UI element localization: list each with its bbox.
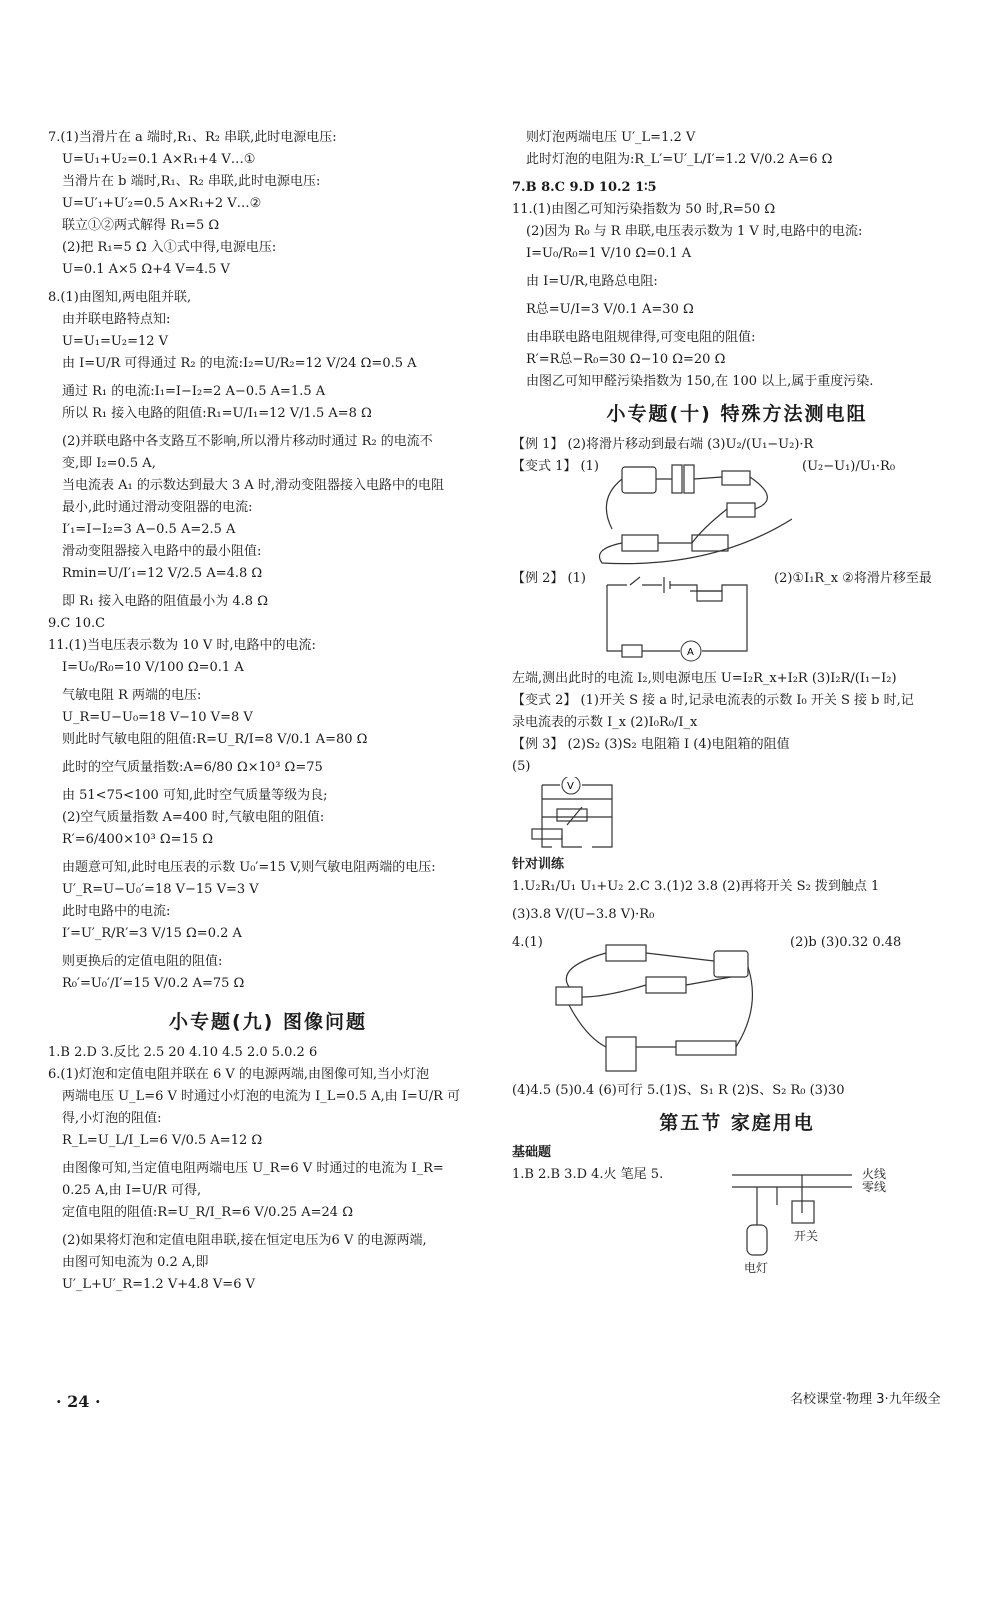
- answer-line: 1.B 2.D 3.反比 2.5 20 4.10 4.5 2.0 5.0.2 6: [48, 1044, 318, 1060]
- text-line: (2)并联电路中各支路互不影响,所以滑片移动时通过 R₂ 的电流不: [62, 434, 433, 449]
- example-3-part5: (5): [512, 758, 531, 774]
- variant-1-label: 【变式 1】 (1): [512, 458, 599, 474]
- switch-label: 开关: [794, 1229, 819, 1243]
- practice-tail: (4)4.5 (5)0.4 (6)可行 5.(1)S、S₁ R (2)S、S₂ R₀ (3)30: [512, 1082, 845, 1098]
- practice-q4-answer: (2)b (3)0.32 0.48: [790, 934, 902, 950]
- text-line: 0.25 A,由 I=U/R 可得,: [62, 1182, 202, 1198]
- text-line: 此时的空气质量指数:A=6/80 Ω×10³ Ω=75: [62, 760, 323, 775]
- text-line: 由并联电路特点知:: [62, 312, 171, 327]
- text-line: 8.(1)由图知,两电阻并联,: [48, 290, 192, 305]
- q8-block: [48, 288, 488, 614]
- text-line: 此时电路中的电流:: [62, 904, 171, 919]
- text-line: (2)把 R₁=5 Ω 入①式中得,电源电压:: [62, 240, 277, 255]
- text-line: U=0.1 A×5 Ω+4 V=4.5 V: [62, 262, 230, 277]
- text-line: U′_L+U′_R=1.2 V+4.8 V=6 V: [62, 1276, 255, 1292]
- text-line: 最小,此时通过滑动变阻器的电流:: [62, 500, 253, 515]
- example-3-figure-block: [512, 757, 962, 855]
- text-line: 变,即 I₂=0.5 A,: [62, 456, 156, 471]
- text-line: (2)因为 R₀ 与 R 串联,电压表示数为 1 V 时,电路中的电流:: [526, 224, 863, 239]
- variant-2-line-a: 【变式 2】 (1)开关 S 接 a 时,记录电流表的示数 I₀ 开关 S 接 b 时,记: [512, 692, 914, 708]
- text-line: Rmin=U/I′₁=12 V/2.5 A=4.8 Ω: [62, 566, 263, 581]
- page-number: · 24 ·: [56, 1392, 101, 1411]
- text-line: 6.(1)灯泡和定值电阻并联在 6 V 的电源两端,由图像可知,当小灯泡: [48, 1066, 430, 1082]
- answer-line: 9.C 10.C: [48, 616, 106, 631]
- example-3: 【例 3】 (2)S₂ (3)S₂ 电阻箱 I (4)电阻箱的阻值: [512, 736, 790, 752]
- text-line: 由 I=U/R 可得通过 R₂ 的电流:I₂=U/R₂=12 V/24 Ω=0.5 A: [62, 356, 417, 371]
- household-wiring-diagram: [722, 1165, 862, 1265]
- circuit-diagram-practice-4: [546, 937, 766, 1077]
- example-2-block: [512, 569, 962, 669]
- example-2-answer: (2)①I₁R_x ②将滑片移至最: [774, 570, 932, 586]
- variant-1-block: [512, 457, 962, 569]
- text-line: R′=6/400×10³ Ω=15 Ω: [62, 832, 213, 847]
- text-line: 定值电阻的阻值:R=U_R/I_R=6 V/0.25 A=24 Ω: [62, 1204, 353, 1220]
- text-line: 由 I=U/R,电路总电阻:: [526, 274, 658, 289]
- text-line: U=U₁=U₂=12 V: [62, 334, 169, 349]
- text-line: R₀′=U₀′/I′=15 V/0.2 A=75 Ω: [62, 976, 245, 991]
- text-line: 联立①②两式解得 R₁=5 Ω: [62, 218, 220, 233]
- text-line: 气敏电阻 R 两端的电压:: [62, 688, 202, 703]
- section-title-9: 小专题(九) 图像问题: [169, 1011, 367, 1033]
- variant-2-line-b: 录电流表的示数 I_x (2)I₀R₀/I_x: [512, 714, 698, 730]
- text-line: 当电流表 A₁ 的示数达到最大 3 A 时,滑动变阻器接入电路中的电阻: [62, 478, 445, 493]
- s9-q6-block: [48, 1065, 488, 1297]
- book-title: 名校课堂·物理 3·九年级全: [790, 1392, 941, 1407]
- variant-1-answer: (U₂−U₁)/U₁·R₀: [802, 458, 896, 474]
- text-line: 两端电压 U_L=6 V 时通过小灯泡的电流为 I_L=0.5 A,由 I=U/R 可: [62, 1088, 461, 1104]
- r-q11-block: [512, 200, 962, 394]
- text-line: U_R=U−U₀=18 V−10 V=8 V: [62, 710, 253, 725]
- text-line: R′=R总−R₀=30 Ω−10 Ω=20 Ω: [526, 352, 726, 367]
- text-line: 由图像可知,当定值电阻两端电压 U_R=6 V 时通过的电流为 I_R=: [62, 1160, 444, 1176]
- fire-wire-label: 火线: [862, 1167, 887, 1181]
- text-line: 由串联电路电阻规律得,可变电阻的阻值:: [526, 330, 756, 345]
- voltmeter-symbol: V: [567, 780, 574, 792]
- text-line: I=U₀/R₀=10 V/100 Ω=0.1 A: [62, 660, 244, 675]
- text-line: 则此时气敏电阻的阻值:R=U_R/I=8 V/0.1 A=80 Ω: [62, 732, 368, 747]
- text-line: (2)如果将灯泡和定值电阻串联,接在恒定电压为6 V 的电源两端,: [62, 1232, 427, 1248]
- text-line: 此时灯泡的电阻为:R_L′=U′_L/I′=1.2 V/0.2 A=6 Ω: [526, 152, 833, 167]
- text-line: (2)空气质量指数 A=400 时,气敏电阻的阻值:: [62, 810, 325, 825]
- circuit-diagram-example-2: [602, 573, 752, 665]
- basic-answers: 1.B 2.B 3.D 4.火 笔尾 5.: [512, 1167, 664, 1182]
- right-column: [512, 128, 962, 1275]
- text-line: 由图乙可知甲醛污染指数为 150,在 100 以上,属于重度污染.: [526, 374, 874, 389]
- text-line: R总=U/I=3 V/0.1 A=30 Ω: [526, 302, 694, 317]
- practice-q3: (3)3.8 V/(U−3.8 V)·R₀: [512, 906, 655, 922]
- basic-title: 基础题: [512, 1145, 552, 1160]
- practice-q4-label: 4.(1): [512, 934, 543, 950]
- text-line: 则更换后的定值电阻的阻值:: [62, 954, 223, 969]
- text-line: 滑动变阻器接入电路中的最小阻值:: [62, 544, 262, 559]
- practice-answers: 1.U₂R₁/U₁ U₁+U₂ 2.C 3.(1)2 3.8 (2)再将开关 S₂ 拨到触点 1: [512, 878, 880, 894]
- q7-block: [48, 128, 488, 282]
- ammeter-symbol: A: [687, 646, 694, 658]
- left-column: [48, 128, 488, 1297]
- text-line: U=U′₁+U′₂=0.5 A×R₁+2 V…②: [62, 196, 262, 211]
- text-line: I′=U′_R/R′=3 V/15 Ω=0.2 A: [62, 926, 242, 941]
- text-line: 则灯泡两端电压 U′_L=1.2 V: [526, 130, 696, 145]
- circuit-diagram-example-3: [512, 777, 662, 853]
- text-line: 11.(1)当电压表示数为 10 V 时,电路中的电流:: [48, 638, 316, 653]
- text-line: 由图可知电流为 0.2 A,即: [62, 1254, 209, 1270]
- section-title-5: 第五节 家庭用电: [659, 1111, 815, 1134]
- example-1: 【例 1】 (2)将滑片移动到最右端 (3)U₂/(U₁−U₂)·R: [512, 436, 814, 452]
- text-line: 由题意可知,此时电压表的示数 U₀′=15 V,则气敏电阻两端的电压:: [62, 860, 436, 875]
- text-line: 得,小灯泡的阻值:: [62, 1110, 162, 1126]
- practice-q4-block: [512, 933, 962, 1081]
- lamp-label: 电灯: [744, 1261, 769, 1275]
- answer-line: 7.B 8.C 9.D 10.2 1∶5: [512, 180, 657, 195]
- neutral-wire-label: 零线: [862, 1180, 887, 1194]
- text-line: 7.(1)当滑片在 a 端时,R₁、R₂ 串联,此时电源电压:: [48, 130, 337, 145]
- practice-title: 针对训练: [512, 856, 565, 872]
- text-line: I=U₀/R₀=1 V/10 Ω=0.1 A: [526, 246, 692, 261]
- text-line: U=U₁+U₂=0.1 A×R₁+4 V…①: [62, 152, 256, 167]
- example-2-cont: 左端,测出此时的电流 I₂,则电源电压 U=I₂R_x+I₂R (3)I₂R/(I₁−I₂): [512, 670, 897, 686]
- text-line: 所以 R₁ 接入电路的阻值:R₁=U/I₁=12 V/1.5 A=8 Ω: [62, 406, 372, 421]
- text-line: 当滑片在 b 端时,R₁、R₂ 串联,此时电源电压:: [62, 174, 321, 189]
- text-line: R_L=U_L/I_L=6 V/0.5 A=12 Ω: [62, 1132, 263, 1148]
- section-title-10: 小专题(十) 特殊方法测电阻: [606, 403, 868, 425]
- q11-block: [48, 636, 488, 1002]
- text-line: 由 51<75<100 可知,此时空气质量等级为良;: [62, 788, 328, 803]
- text-line: I′₁=I−I₂=3 A−0.5 A=2.5 A: [62, 522, 236, 537]
- text-line: U′_R=U−U₀′=18 V−15 V=3 V: [62, 882, 259, 897]
- text-line: 11.(1)由图乙可知污染指数为 50 时,R=50 Ω: [512, 202, 776, 217]
- text-line: 通过 R₁ 的电流:I₁=I−I₂=2 A−0.5 A=1.5 A: [62, 384, 326, 399]
- example-2-label: 【例 2】 (1): [512, 570, 586, 586]
- text-line: 即 R₁ 接入电路的阻值最小为 4.8 Ω: [62, 594, 268, 609]
- basic-block: [512, 1165, 962, 1275]
- circuit-diagram-variant-1: [592, 459, 792, 567]
